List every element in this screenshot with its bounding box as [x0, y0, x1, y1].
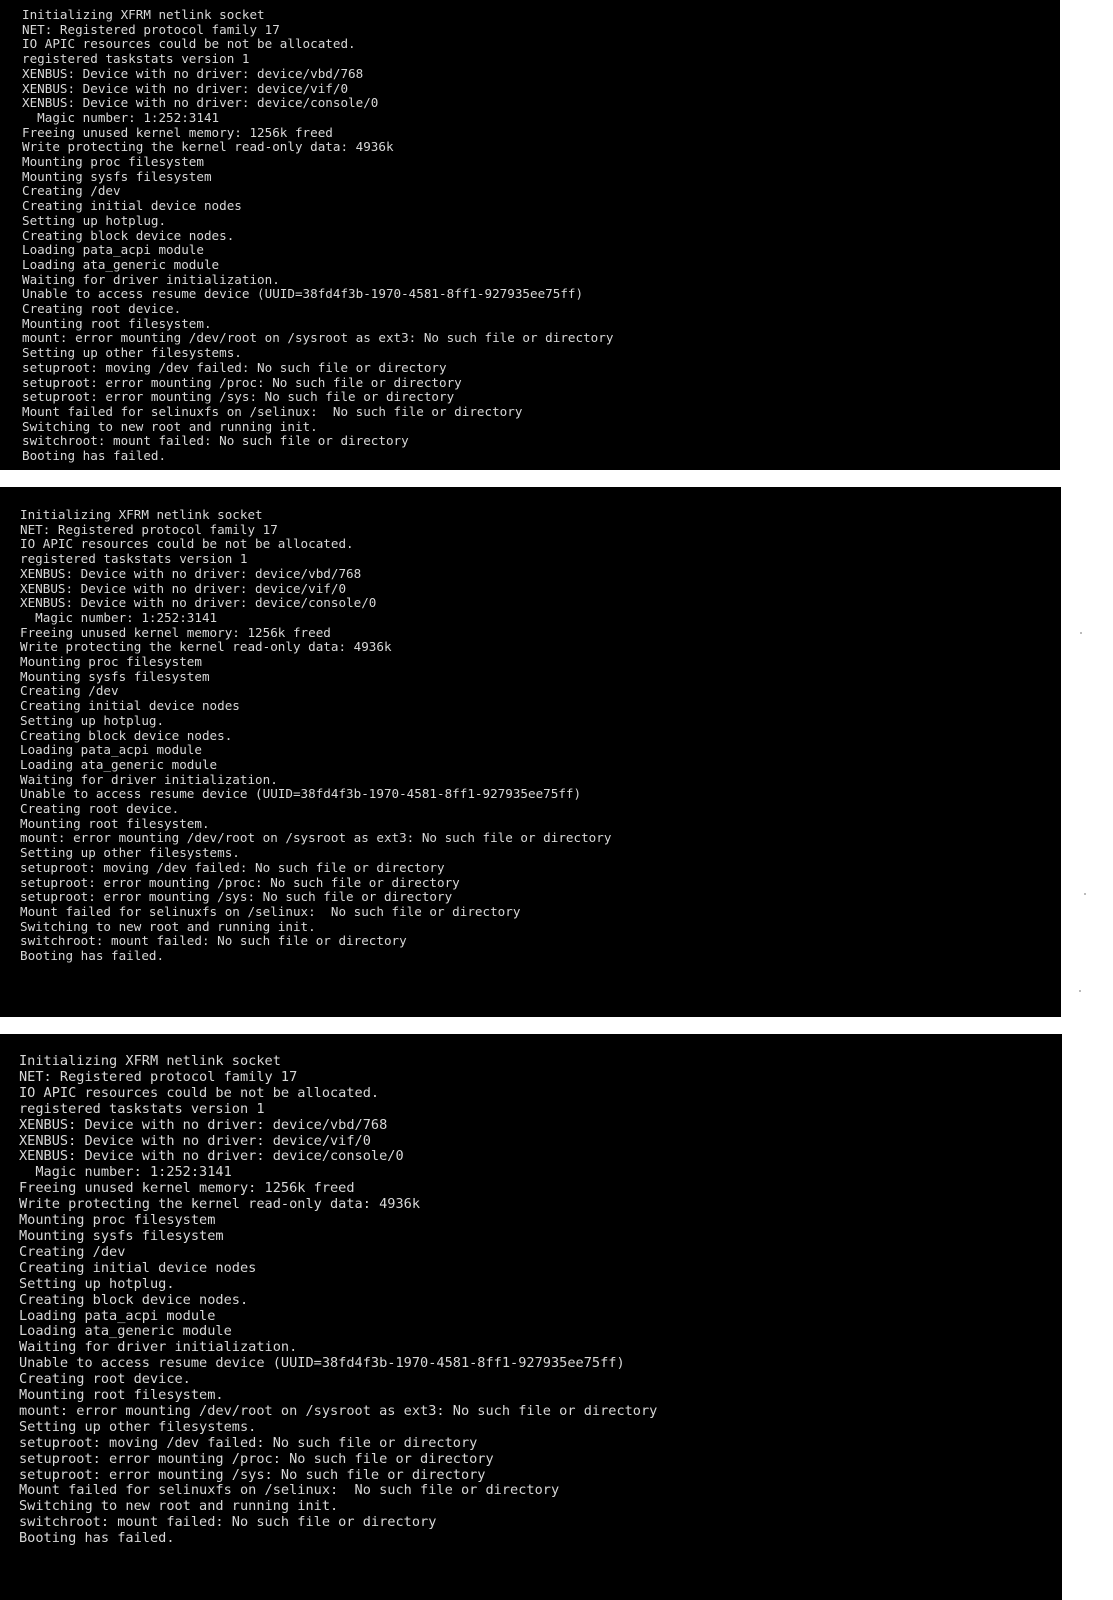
console-line: XENBUS: Device with no driver: device/console/0	[22, 95, 379, 111]
console-line: Mount failed for selinuxfs on /selinux: No such file or directory	[19, 1482, 560, 1499]
console-line: Setting up hotplug.	[20, 712, 165, 728]
console-line: switchroot: mount failed: No such file or directory	[20, 933, 407, 949]
console-line: Freeing unused kernel memory: 1256k freed	[20, 624, 331, 640]
console-line: XENBUS: Device with no driver: device/vbd/768	[19, 1116, 388, 1133]
console-line: IO APIC resources could be not be allocated.	[19, 1084, 380, 1101]
console-line: setuproot: error mounting /proc: No such file or directory	[22, 374, 462, 390]
console-line: XENBUS: Device with no driver: device/console/0	[20, 595, 377, 611]
console-line: NET: Registered protocol family 17	[19, 1068, 298, 1085]
console-line: switchroot: mount failed: No such file or directory	[22, 433, 409, 449]
console-line: Creating root device.	[20, 801, 180, 817]
console-line: Creating block device nodes.	[19, 1291, 249, 1308]
console-line: registered taskstats version 1	[20, 551, 248, 567]
console-line: Switching to new root and running init.	[22, 418, 318, 434]
console-line: setuproot: error mounting /sys: No such file or directory	[22, 389, 455, 405]
console-line: Mounting root filesystem.	[20, 815, 210, 831]
console-line: Creating block device nodes.	[20, 727, 233, 743]
console-line: setuproot: error mounting /proc: No such file or directory	[20, 874, 460, 890]
console-line: Mounting sysfs filesystem	[19, 1227, 224, 1244]
console-line: Magic number: 1:252:3141	[19, 1164, 232, 1181]
boot-console-3	[0, 1034, 1062, 1600]
console-line: mount: error mounting /dev/root on /sysroot as ext3: No such file or directory	[22, 330, 614, 346]
console-line: Creating initial device nodes	[19, 1259, 257, 1276]
console-line: Booting has failed.	[20, 948, 165, 964]
console-line: XENBUS: Device with no driver: device/vif/0	[20, 580, 347, 596]
console-line: Loading pata_acpi module	[20, 742, 202, 758]
console-line: Mount failed for selinuxfs on /selinux: No such file or directory	[22, 403, 523, 419]
console-line: Freeing unused kernel memory: 1256k freed	[22, 124, 333, 140]
console-line: Setting up other filesystems.	[22, 345, 242, 361]
console-line: Creating /dev	[19, 1243, 126, 1260]
scan-speck	[1079, 990, 1081, 992]
console-line: Mounting proc filesystem	[20, 654, 202, 670]
console-line: Magic number: 1:252:3141	[20, 609, 218, 625]
console-line: XENBUS: Device with no driver: device/console/0	[19, 1148, 404, 1165]
console-line: Setting up hotplug.	[19, 1275, 175, 1292]
console-line: Loading ata_generic module	[20, 756, 218, 772]
console-line: XENBUS: Device with no driver: device/vbd/768	[20, 565, 362, 581]
console-line: Write protecting the kernel read-only data: 4936k	[20, 639, 392, 655]
console-line: Write protecting the kernel read-only data: 4936k	[22, 139, 394, 155]
console-line: setuproot: error mounting /proc: No such file or directory	[19, 1450, 494, 1467]
console-line: Mounting root filesystem.	[22, 315, 212, 331]
console-line: setuproot: moving /dev failed: No such file or directory	[22, 359, 447, 375]
scan-speck	[1084, 893, 1086, 895]
console-line: Creating root device.	[22, 301, 182, 317]
console-line: Mount failed for selinuxfs on /selinux: No such file or directory	[20, 903, 521, 919]
console-line: Switching to new root and running init.	[19, 1498, 339, 1515]
console-line: Write protecting the kernel read-only data: 4936k	[19, 1196, 421, 1213]
console-line: Switching to new root and running init.	[20, 918, 316, 934]
console-line: Waiting for driver initialization.	[22, 271, 280, 287]
console-line: setuproot: error mounting /sys: No such file or directory	[19, 1466, 486, 1483]
console-line: Mounting proc filesystem	[19, 1212, 216, 1229]
scan-speck	[1080, 632, 1082, 634]
console-line: NET: Registered protocol family 17	[22, 21, 280, 37]
console-line: Creating /dev	[20, 683, 119, 699]
console-line: Waiting for driver initialization.	[20, 771, 278, 787]
console-line: Loading ata_generic module	[22, 256, 220, 272]
boot-console-1	[0, 0, 1060, 470]
console-line: Creating root device.	[19, 1371, 191, 1388]
boot-console-2	[0, 487, 1061, 1017]
console-line: Creating initial device nodes	[20, 698, 240, 714]
console-line: Unable to access resume device (UUID=38fd4f3b-1970-4581-8ff1-927935ee75ff)	[20, 786, 582, 802]
console-line: XENBUS: Device with no driver: device/vif/0	[19, 1132, 371, 1149]
console-line: Creating block device nodes.	[22, 227, 235, 243]
console-line: Setting up other filesystems.	[20, 845, 240, 861]
console-line: setuproot: moving /dev failed: No such file or directory	[19, 1434, 478, 1451]
console-line: Creating initial device nodes	[22, 198, 242, 214]
console-line: registered taskstats version 1	[22, 51, 250, 67]
console-line: Loading pata_acpi module	[22, 242, 204, 258]
console-line: NET: Registered protocol family 17	[20, 521, 278, 537]
console-line: Mounting root filesystem.	[19, 1387, 224, 1404]
console-line: mount: error mounting /dev/root on /sysroot as ext3: No such file or directory	[20, 830, 612, 846]
console-line: IO APIC resources could be not be allocated.	[22, 36, 356, 52]
console-line: Unable to access resume device (UUID=38fd4f3b-1970-4581-8ff1-927935ee75ff)	[19, 1355, 625, 1372]
console-line: Loading ata_generic module	[19, 1323, 232, 1340]
console-line: Freeing unused kernel memory: 1256k freed	[19, 1180, 355, 1197]
console-line: switchroot: mount failed: No such file or directory	[19, 1514, 437, 1531]
console-line: Setting up hotplug.	[22, 212, 167, 228]
console-line: Initializing XFRM netlink socket	[22, 7, 265, 22]
console-line: Mounting sysfs filesystem	[22, 168, 212, 184]
console-line: XENBUS: Device with no driver: device/vif/0	[22, 80, 349, 96]
console-line: registered taskstats version 1	[19, 1100, 265, 1117]
console-line: Booting has failed.	[22, 448, 167, 464]
console-line: setuproot: moving /dev failed: No such file or directory	[20, 859, 445, 875]
console-line: Loading pata_acpi module	[19, 1307, 216, 1324]
console-line: Waiting for driver initialization.	[19, 1339, 298, 1356]
console-line: Booting has failed.	[19, 1530, 175, 1547]
console-line: Unable to access resume device (UUID=38fd4f3b-1970-4581-8ff1-927935ee75ff)	[22, 286, 584, 302]
console-line: XENBUS: Device with no driver: device/vbd/768	[22, 65, 364, 81]
console-line: Mounting proc filesystem	[22, 154, 204, 170]
console-line: Creating /dev	[22, 183, 121, 199]
console-line: IO APIC resources could be not be allocated.	[20, 536, 354, 552]
console-line: Magic number: 1:252:3141	[22, 109, 220, 125]
console-line: Setting up other filesystems.	[19, 1418, 257, 1435]
console-line: mount: error mounting /dev/root on /sysroot as ext3: No such file or directory	[19, 1402, 658, 1419]
console-line: Mounting sysfs filesystem	[20, 668, 210, 684]
console-line: setuproot: error mounting /sys: No such file or directory	[20, 889, 453, 905]
console-line: Initializing XFRM netlink socket	[19, 1053, 281, 1069]
console-line: Initializing XFRM netlink socket	[20, 507, 263, 522]
